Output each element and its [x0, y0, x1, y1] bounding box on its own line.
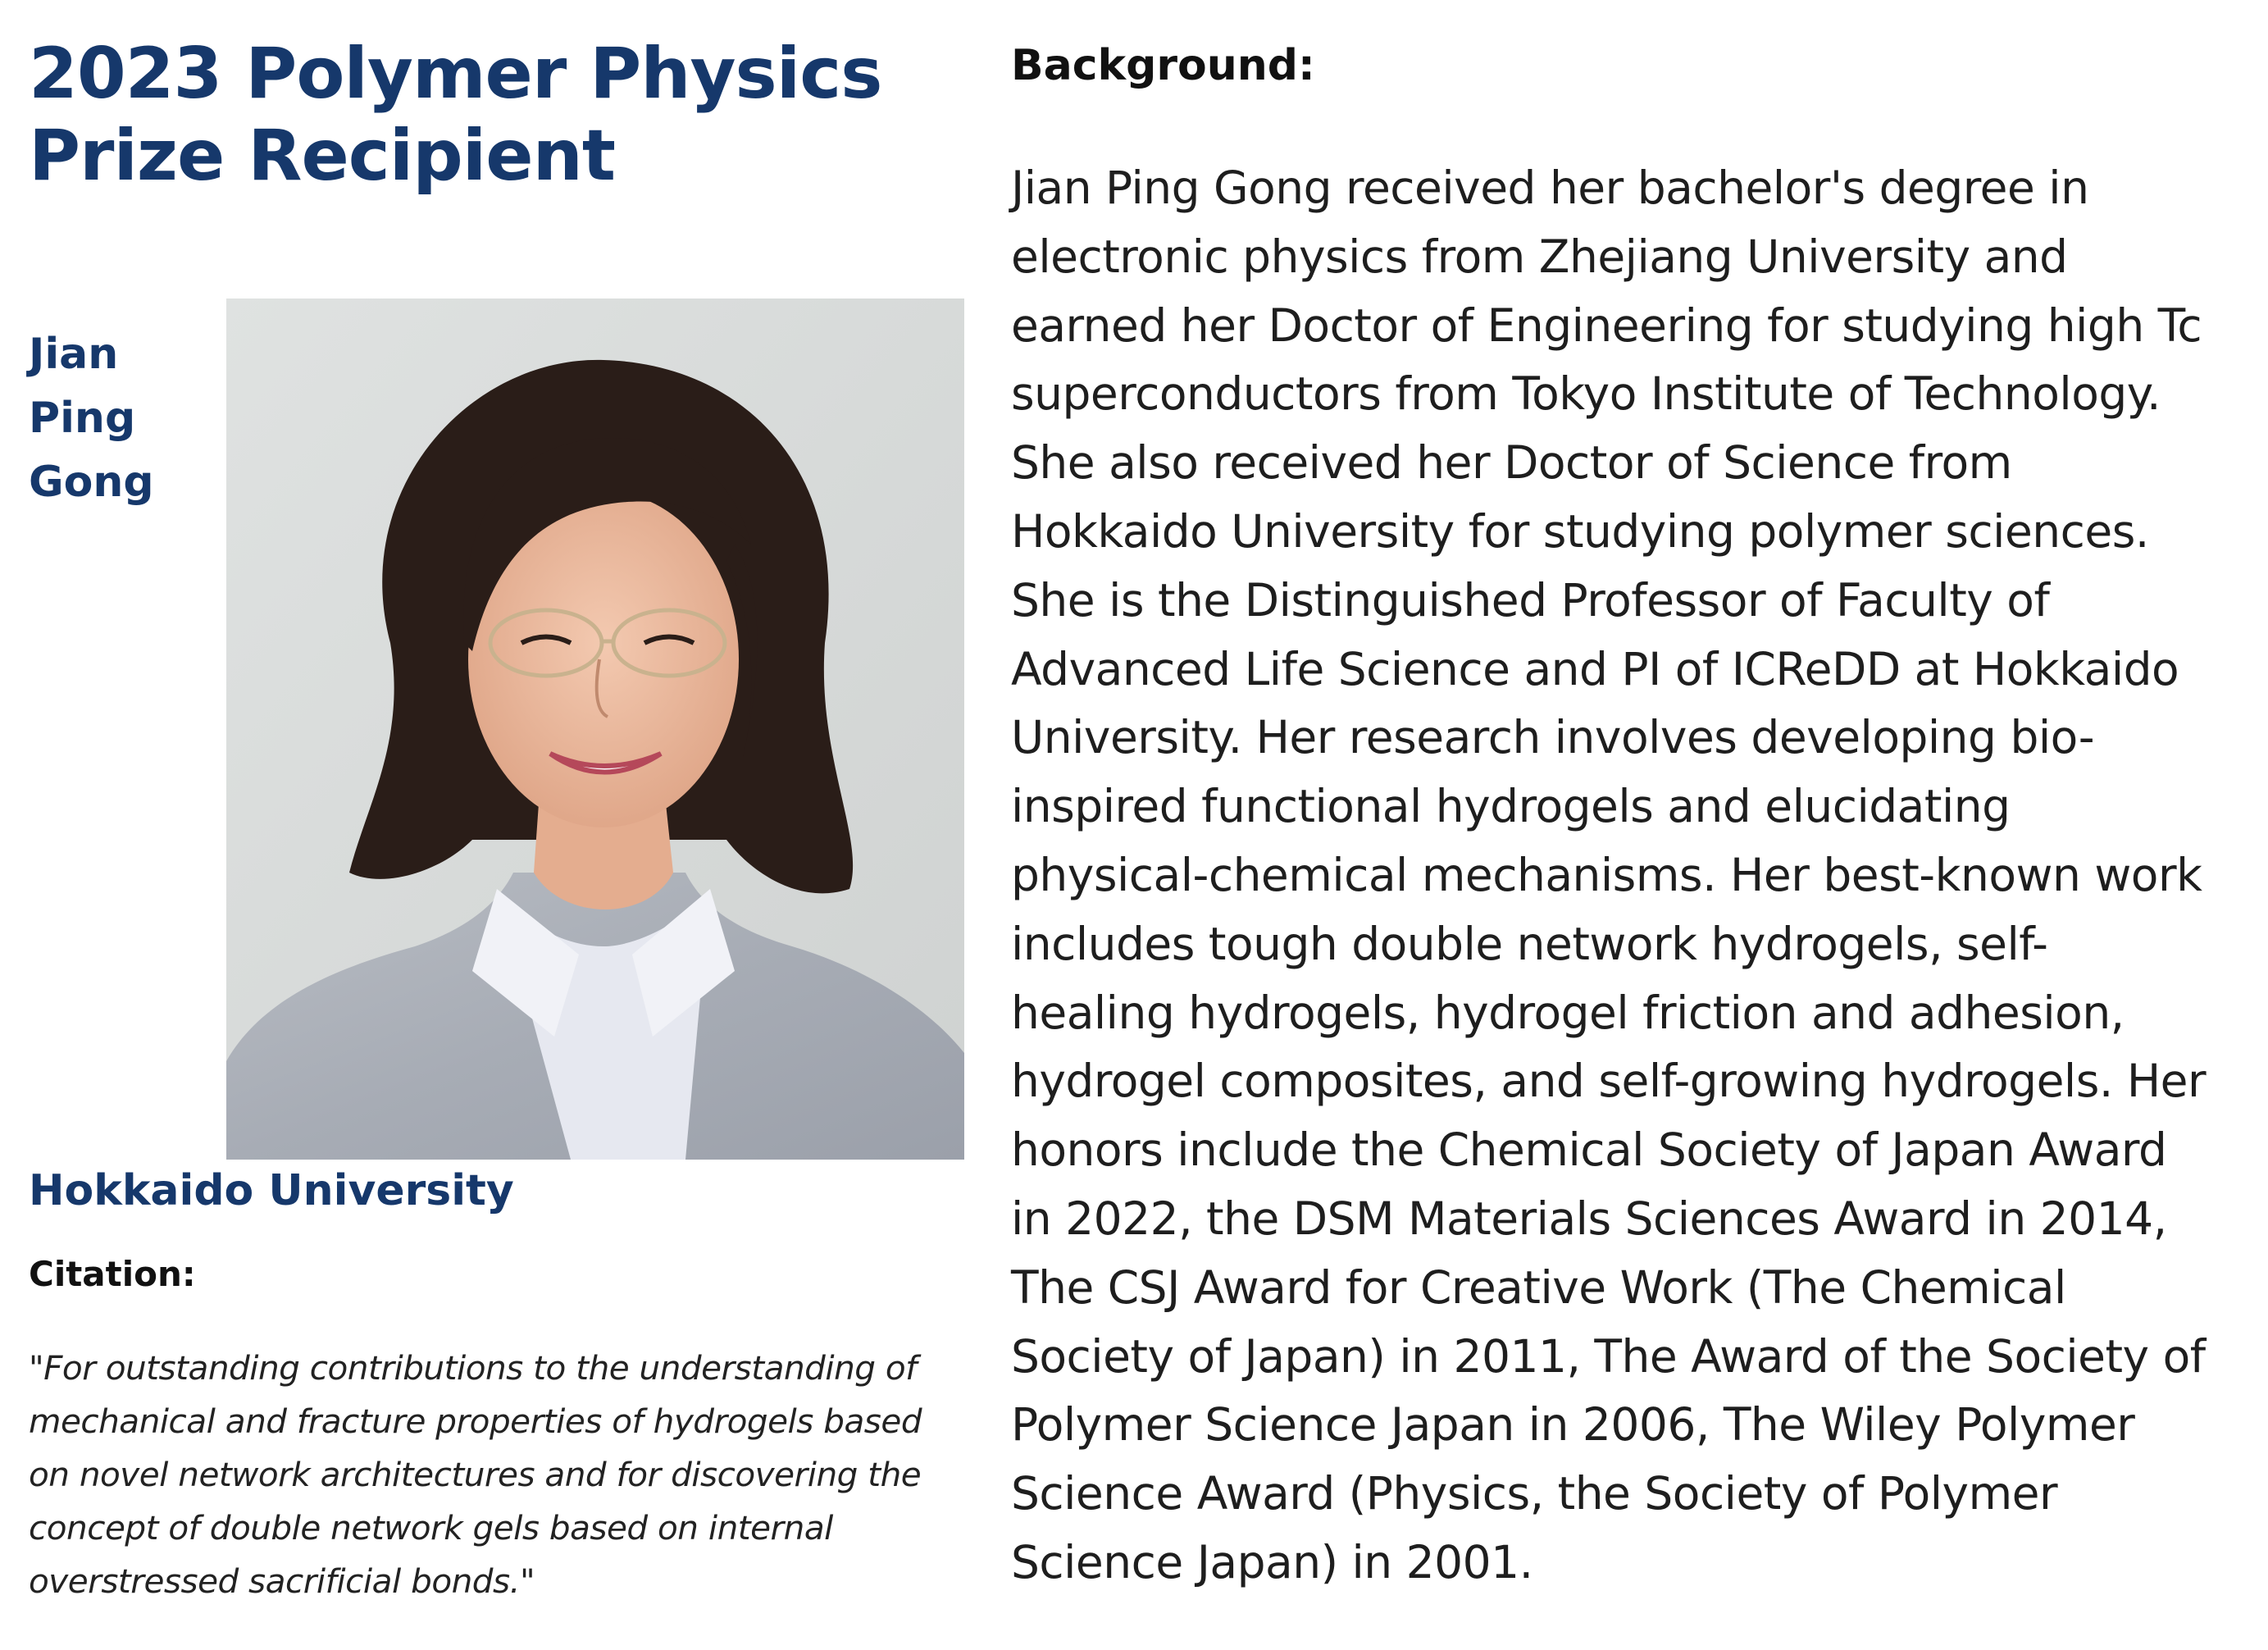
- background-line: Jian Ping Gong received her bachelor's degree in: [1011, 162, 2089, 214]
- background-line: Science Japan) in 2001.: [1011, 1535, 1533, 1588]
- background-heading: Background:: [1011, 41, 1315, 90]
- background-line: superconductors from Tokyo Institute of Technology.: [1011, 367, 2161, 421]
- background-line: physical-chemical mechanisms. Her best-known work: [1011, 848, 2202, 901]
- background-text: [1011, 154, 2249, 1598]
- recipient-name-line: Gong: [29, 458, 154, 507]
- background-line: The CSJ Award for Creative Work (The Chemical: [1011, 1260, 2066, 1314]
- citation-line: concept of double network gels based on internal: [29, 1508, 833, 1547]
- background-line: University. Her research involves developing bio-: [1011, 711, 2095, 764]
- background-line: She is the Distinguished Professor of Faculty of: [1011, 573, 2050, 627]
- background-line: includes tough double network hydrogels, self-: [1011, 917, 2048, 970]
- background-line: electronic physics from Zhejiang University and: [1011, 230, 2068, 283]
- background-line: She also received her Doctor of Science from: [1011, 436, 2012, 490]
- citation-line: on novel network architectures and for discovering the: [29, 1455, 922, 1494]
- recipient-affiliation: Hokkaido University: [29, 1166, 514, 1215]
- background-line: in 2022, the DSM Materials Sciences Award in 2014,: [1011, 1192, 2167, 1245]
- page-title: 2023 Polymer Physics Prize Recipient: [29, 33, 882, 197]
- portrait-illustration: [226, 299, 964, 1160]
- background-line: inspired functional hydrogels and elucidating: [1011, 780, 2011, 833]
- background-line: Society of Japan) in 2011, The Award of the Society of: [1011, 1329, 2206, 1383]
- recipient-name-line: Ping: [29, 394, 136, 443]
- citation-line: "For outstanding contributions to the understanding of: [29, 1348, 917, 1388]
- background-line: Advanced Life Science and PI of ICReDD at Hokkaido: [1011, 642, 2179, 695]
- background-line: hydrogel composites, and self-growing hydrogels. Her: [1011, 1055, 2207, 1108]
- background-line: healing hydrogels, hydrogel friction and adhesion,: [1011, 986, 2125, 1039]
- background-line: Polymer Science Japan in 2006, The Wiley Polymer: [1011, 1398, 2135, 1452]
- background-line: earned her Doctor of Engineering for studying high Tc: [1011, 299, 2202, 352]
- citation-line: mechanical and fracture properties of hydrogels based: [29, 1402, 922, 1441]
- recipient-portrait-photo: [226, 299, 964, 1160]
- citation-text: [29, 1342, 996, 1608]
- background-line: Science Award (Physics, the Society of Polymer: [1011, 1467, 2058, 1520]
- citation-line: overstressed sacrificial bonds.": [29, 1561, 535, 1601]
- recipient-name-line: Jian: [29, 330, 119, 379]
- citation-heading: Citation:: [29, 1254, 196, 1294]
- background-line: honors include the Chemical Society of Japan Award: [1011, 1124, 2167, 1177]
- recipient-name: [29, 322, 209, 514]
- background-line: Hokkaido University for studying polymer sciences.: [1011, 504, 2149, 558]
